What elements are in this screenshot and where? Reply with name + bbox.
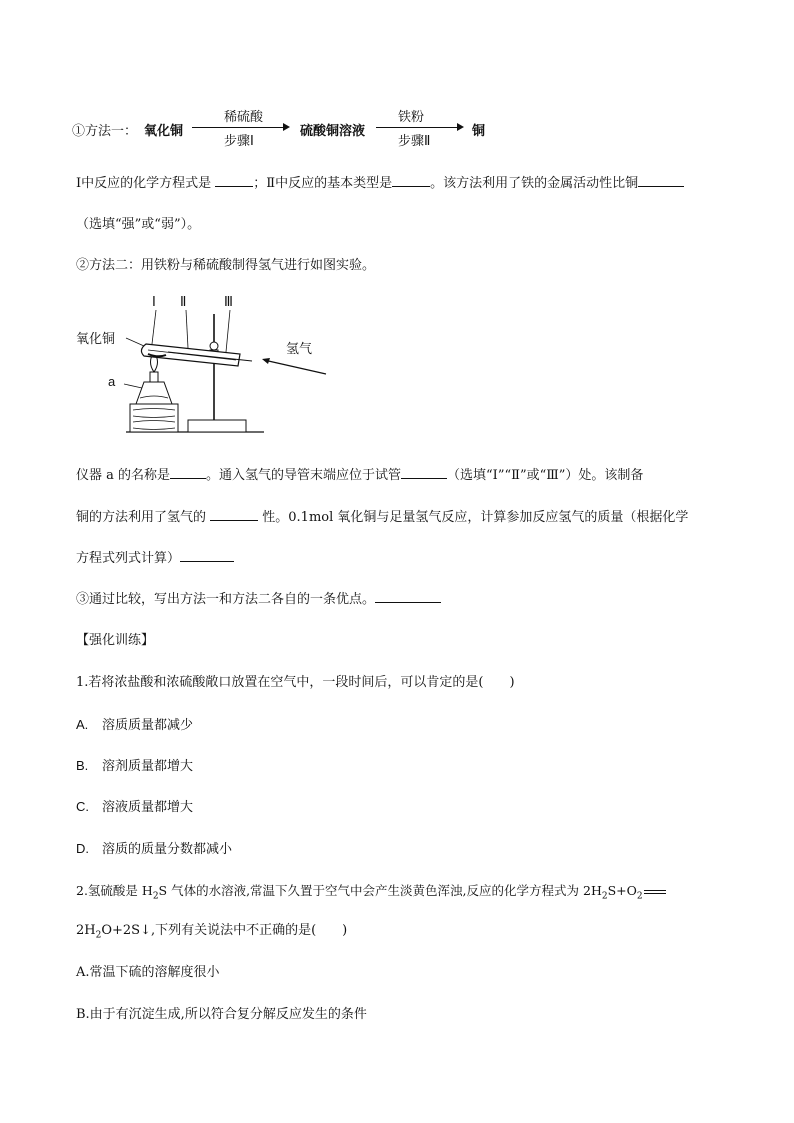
ex2-stem-a: 2.氢硫酸是 H [76, 883, 153, 898]
method2-text: ②方法二：用铁粉与稀硫酸制得氢气进行如图实验。 [76, 258, 376, 273]
q1-line1 [76, 174, 684, 193]
q2-line3 [76, 549, 234, 568]
scheme-step2: 步骤Ⅱ [398, 133, 431, 148]
equals-sign [644, 890, 666, 894]
option-letter: B. [76, 758, 89, 773]
ex2-line2-a: 2H [76, 923, 96, 938]
label-hydrogen: 氢气 [286, 341, 313, 356]
q2-p3: （选填“Ⅰ”“Ⅱ”或“Ⅲ”）处。该制备 [447, 468, 644, 483]
label-position-III: Ⅲ [224, 294, 233, 309]
q3-blank-advantages[interactable] [375, 590, 441, 603]
q1-line2: （选填“强”或“弱”）。 [76, 217, 201, 232]
scheme-step1: 步骤Ⅰ [224, 133, 254, 148]
q3-line [76, 590, 441, 609]
apparatus-diagram [76, 294, 366, 436]
scheme-arrow-2 [376, 127, 462, 128]
exercise1-stem: 1.若将浓盐酸和浓硫酸敞口放置在空气中，一段时间后，可以肯定的是( ) [76, 675, 515, 690]
exercise2-stem-line1 [76, 882, 666, 900]
ex2-stem-b: S 气体的水溶液,常温下久置于空气中会产生淡黄色浑浊,反应的化学方程式为 2H [158, 883, 602, 898]
scheme-start: 氧化铜 [144, 124, 184, 139]
q2-p6: 方程式列式计算） [76, 551, 181, 566]
exercise2-stem-line2 [76, 922, 347, 940]
method1-label: ①方法一： [72, 124, 138, 139]
ex2-sub: 2 [152, 891, 159, 902]
exercise2-option-b[interactable]: B.由于有沉淀生成,所以符合复分解反应发生的条件 [76, 1007, 367, 1022]
q2-p5: 性。0.1mol 氧化铜与足量氢气反应，计算参加反应氢气的质量（根据化学 [258, 510, 689, 525]
section-title: 【强化训练】 [76, 633, 155, 648]
scheme-reagent1: 稀硫酸 [224, 109, 264, 124]
scheme-middle: 硫酸铜溶液 [300, 124, 366, 139]
q1-blank-type[interactable] [392, 174, 430, 187]
q3-text: ③通过比较，写出方法一和方法二各自的一条优点。 [76, 592, 376, 607]
ex2-sub: 2 [636, 891, 643, 902]
q2-blank-calculation[interactable] [180, 549, 234, 562]
option-letter: C. [76, 799, 89, 814]
ex2-line2-b: O+2S↓,下列有关说法中不正确的是( ) [101, 923, 348, 938]
q1-part3: 。该方法利用了铁的金属活动性比铜 [430, 176, 639, 191]
option-letter: D. [76, 841, 89, 856]
q2-blank-position[interactable] [401, 466, 447, 479]
label-instrument-a: a [108, 374, 116, 389]
option-letter: A. [76, 717, 89, 732]
scheme-end: 铜 [472, 124, 486, 139]
exercise1-option-c[interactable] [76, 798, 193, 817]
apparatus-figure [76, 294, 366, 436]
q2-p2: 。通入氢气的导管末端应位于试管 [206, 468, 402, 483]
q2-line2 [76, 508, 688, 527]
option-text: 溶剂质量都增大 [102, 759, 194, 774]
exercise1-option-d[interactable] [76, 840, 232, 859]
q2-p1: 仪器 a 的名称是 [76, 468, 171, 483]
ex2-stem-c: S+O [607, 883, 637, 898]
ex2-sub: 2 [95, 930, 102, 941]
q1-part1: Ⅰ中反应的化学方程式是 [76, 176, 216, 191]
label-copper-oxide: 氧化铜 [76, 331, 116, 346]
q1-blank-compare[interactable] [638, 174, 684, 187]
method1-scheme [72, 106, 632, 150]
scheme-reagent2: 铁粉 [398, 109, 425, 124]
label-position-II: Ⅱ [180, 294, 187, 309]
q1-part2: ；Ⅱ中反应的基本类型是 [253, 176, 393, 191]
label-position-I: Ⅰ [152, 294, 156, 309]
q2-blank-property[interactable] [210, 508, 258, 521]
exercise2-option-a[interactable]: A.常温下硫的溶解度很小 [76, 965, 220, 980]
q1-blank-equation[interactable] [215, 174, 253, 187]
q2-line1 [76, 466, 643, 485]
option-text: 溶质质量都减少 [102, 718, 194, 733]
exercise1-option-a[interactable] [76, 716, 193, 735]
ex2-sub: 2 [601, 891, 608, 902]
exercise1-option-b[interactable] [76, 757, 193, 776]
option-text: 溶液质量都增大 [102, 800, 194, 815]
scheme-arrow-1 [192, 127, 288, 128]
q2-p4: 铜的方法利用了氢气的 [76, 510, 211, 525]
option-text: 溶质的质量分数都减小 [102, 842, 233, 857]
q2-blank-instrument[interactable] [170, 466, 206, 479]
